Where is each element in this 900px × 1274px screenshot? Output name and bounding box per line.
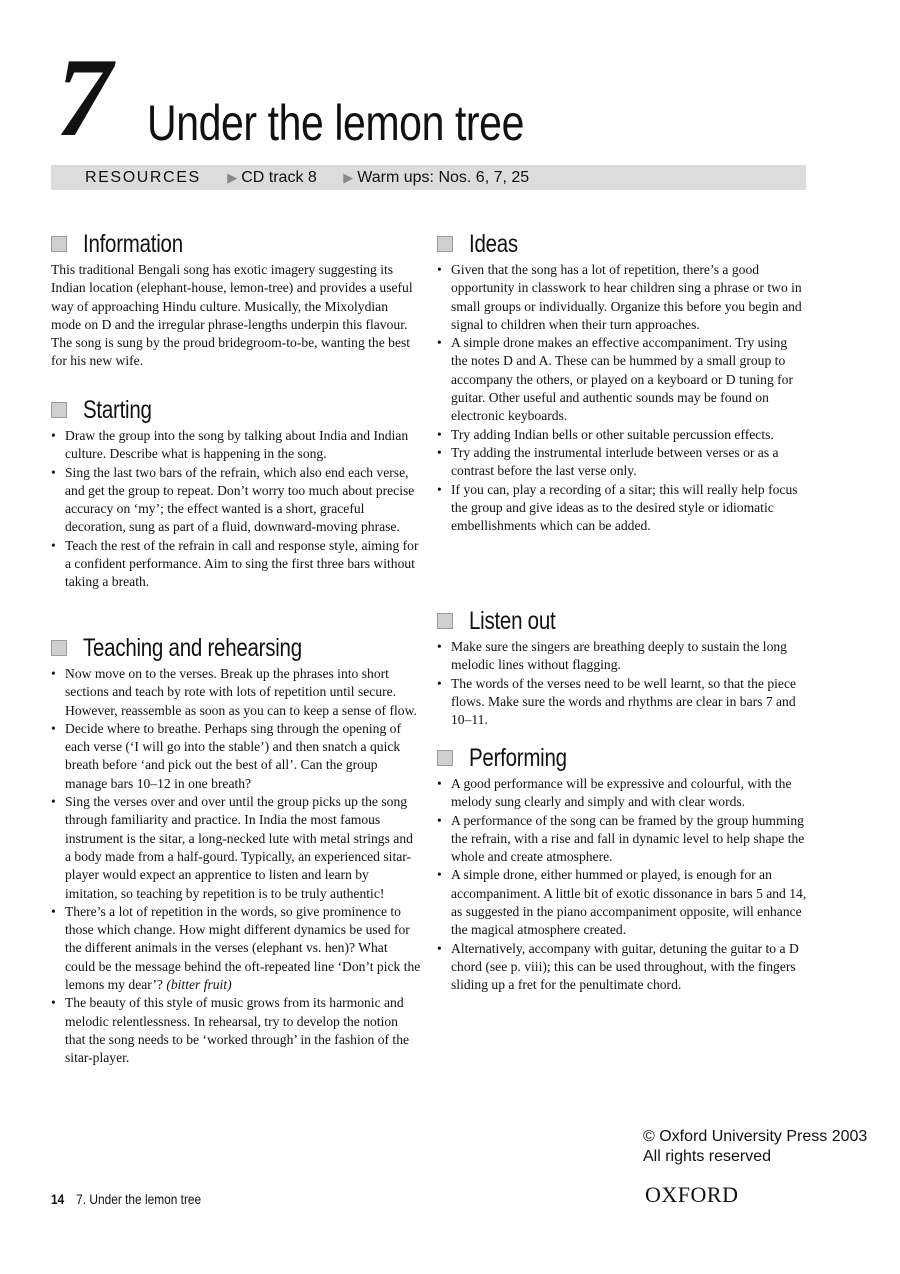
list-item-text: There’s a lot of repetition in the words, so give prominence to those which change. How might different dynamics be used for the different animals in the verses (elephant vs. hen)? What could be the message behind the oft-repeated line ‘Don’t pick the lemons my dear’? bbox=[65, 903, 421, 993]
list-item: • Alternatively, accompany with guitar, detuning the guitar to a D chord (see p. viii); this can be used throughout, with the fingers sliding up a fret for the penultimate chord. bbox=[437, 940, 807, 995]
triangle-right-icon: ▶ bbox=[343, 170, 354, 185]
section-starting bbox=[51, 397, 421, 592]
list-item: • If you can, play a recording of a sitar; this will really help focus the group and give ideas as to the desired style or idiomatic embellishments which can be added. bbox=[437, 481, 807, 536]
checkbox-square-icon bbox=[51, 236, 67, 252]
section-information bbox=[51, 231, 421, 371]
list-item: • A good performance will be expressive and colourful, with the melody sung clearly and simply and with clear words. bbox=[437, 775, 807, 812]
italic-note: (bitter fruit) bbox=[166, 977, 232, 993]
checkbox-square-icon bbox=[437, 236, 453, 252]
rights-line: All rights reserved bbox=[643, 1148, 772, 1165]
checkbox-square-icon bbox=[437, 613, 453, 629]
resources-bar bbox=[51, 165, 806, 190]
copyright-line: © Oxford University Press 2003 bbox=[643, 1128, 868, 1145]
oxford-logo: OXFORD bbox=[645, 1182, 739, 1207]
checkbox-square-icon bbox=[51, 640, 67, 656]
list-item: • Draw the group into the song by talking about India and Indian culture. Describe what is happening in the song. bbox=[51, 427, 421, 464]
list-item: • A performance of the song can be framed by the group humming the refrain, with a rise and fall in dynamic level to help shape the whole and create atmosphere. bbox=[437, 812, 807, 867]
checkbox-square-icon bbox=[437, 750, 453, 766]
list-item: • Teach the rest of the refrain in call and response style, aiming for a confident performance. Aim to sing the first three bars without taking a breath. bbox=[51, 537, 421, 592]
section-performing bbox=[437, 745, 807, 995]
list-item: • Now move on to the verses. Break up the phrases into short sections and teach by rote with lots of repetition until secure. However, reassemble as soon as you can to keep a sense of flow. bbox=[51, 665, 421, 720]
copyright-notice bbox=[643, 1127, 867, 1167]
page-footer bbox=[51, 1191, 201, 1207]
section-heading: Performing bbox=[469, 743, 567, 772]
list-item: • A simple drone makes an effective accompaniment. Try using the notes D and A. These can be hummed by a small group to accompany the others, or played on a keyboard or D tuning for guitar. Other useful and authentic sounds may be found on electronic keyboards. bbox=[437, 334, 807, 425]
section-heading: Ideas bbox=[469, 229, 518, 258]
chapter-number: 7 bbox=[56, 36, 112, 160]
list-item: • Decide where to breathe. Perhaps sing through the opening of each verse (‘I will go into the stable’) and then snatch a quick breath before ‘and pick out the best of all’. Can the group manage bars 10–12 in one breath? bbox=[51, 720, 421, 793]
running-title: 7. Under the lemon tree bbox=[76, 1191, 202, 1207]
section-listen-out bbox=[437, 608, 807, 729]
list-item: • Given that the song has a lot of repetition, there’s a good opportunity in classwork to hear children sing a phrase or two in small groups or individually. Organize this before you begin and signal to children when their turn approaches. bbox=[437, 261, 807, 334]
section-teaching bbox=[51, 635, 421, 1068]
list-item: • Sing the verses over and over until the group picks up the song through familiarity and practice. In India the most famous instrument is the sitar, a long-necked lute with metal strings and a body made from a half-gourd. Typically, an experienced sitar-player would expect an apprentice to listen and learn by imitation, so teaching by repetition is to be truly authentic! bbox=[51, 793, 421, 903]
list-item: • The beauty of this style of music grows from its harmonic and melodic relentlessness. In rehearsal, try to develop the notion that the song needs to be ‘worked through’ in the fashion of the sitar-player. bbox=[51, 994, 421, 1067]
triangle-right-icon: ▶ bbox=[227, 170, 238, 185]
list-item: • Try adding Indian bells or other suitable percussion effects. bbox=[437, 426, 807, 444]
page-title: Under the lemon tree bbox=[147, 95, 524, 151]
section-heading: Information bbox=[83, 229, 183, 258]
list-item bbox=[51, 903, 421, 994]
list-item: • Try adding the instrumental interlude between verses or as a contrast before the last verse only. bbox=[437, 444, 807, 481]
list-item: • Make sure the singers are breathing deeply to sustain the long melodic lines without flagging. bbox=[437, 638, 807, 675]
section-text: This traditional Bengali song has exotic imagery suggesting its Indian location (elephant-house, lemon-tree) and provides a useful way of approaching Hindu culture. Musically, the Mixolydian mode on D and the irregular phrase-lengths underpin this flavour. The song is sung by the proud bridegroom-to-be, wanting the best for his new wife. bbox=[51, 262, 413, 369]
checkbox-square-icon bbox=[51, 402, 67, 418]
section-ideas bbox=[437, 231, 807, 535]
list-item: • The words of the verses need to be well learnt, so that the piece flows. Make sure the words and rhythms are clear in bars 7 and 10–11. bbox=[437, 675, 807, 730]
list-item: • Sing the last two bars of the refrain, which also end each verse, and get the group to repeat. Don’t worry too much about precise accuracy on ‘my’; the effect wanted is a short, graceful decoration, sung as part of a fluid, downward-moving phrase. bbox=[51, 464, 421, 537]
section-heading: Starting bbox=[83, 395, 152, 424]
section-heading: Teaching and rehearsing bbox=[83, 633, 302, 662]
resource-item: CD track 8 bbox=[241, 169, 317, 186]
page-number: 14 bbox=[51, 1191, 65, 1207]
resources-label: RESOURCES bbox=[85, 169, 201, 186]
list-item: • A simple drone, either hummed or played, is enough for an accompaniment. A little bit of exotic dissonance in bars 5 and 14, as suggested in the piano accompaniment opposite, will enhance the magical atmosphere created. bbox=[437, 866, 807, 939]
resource-item: Warm ups: Nos. 6, 7, 25 bbox=[357, 169, 530, 186]
section-heading: Listen out bbox=[469, 606, 556, 635]
